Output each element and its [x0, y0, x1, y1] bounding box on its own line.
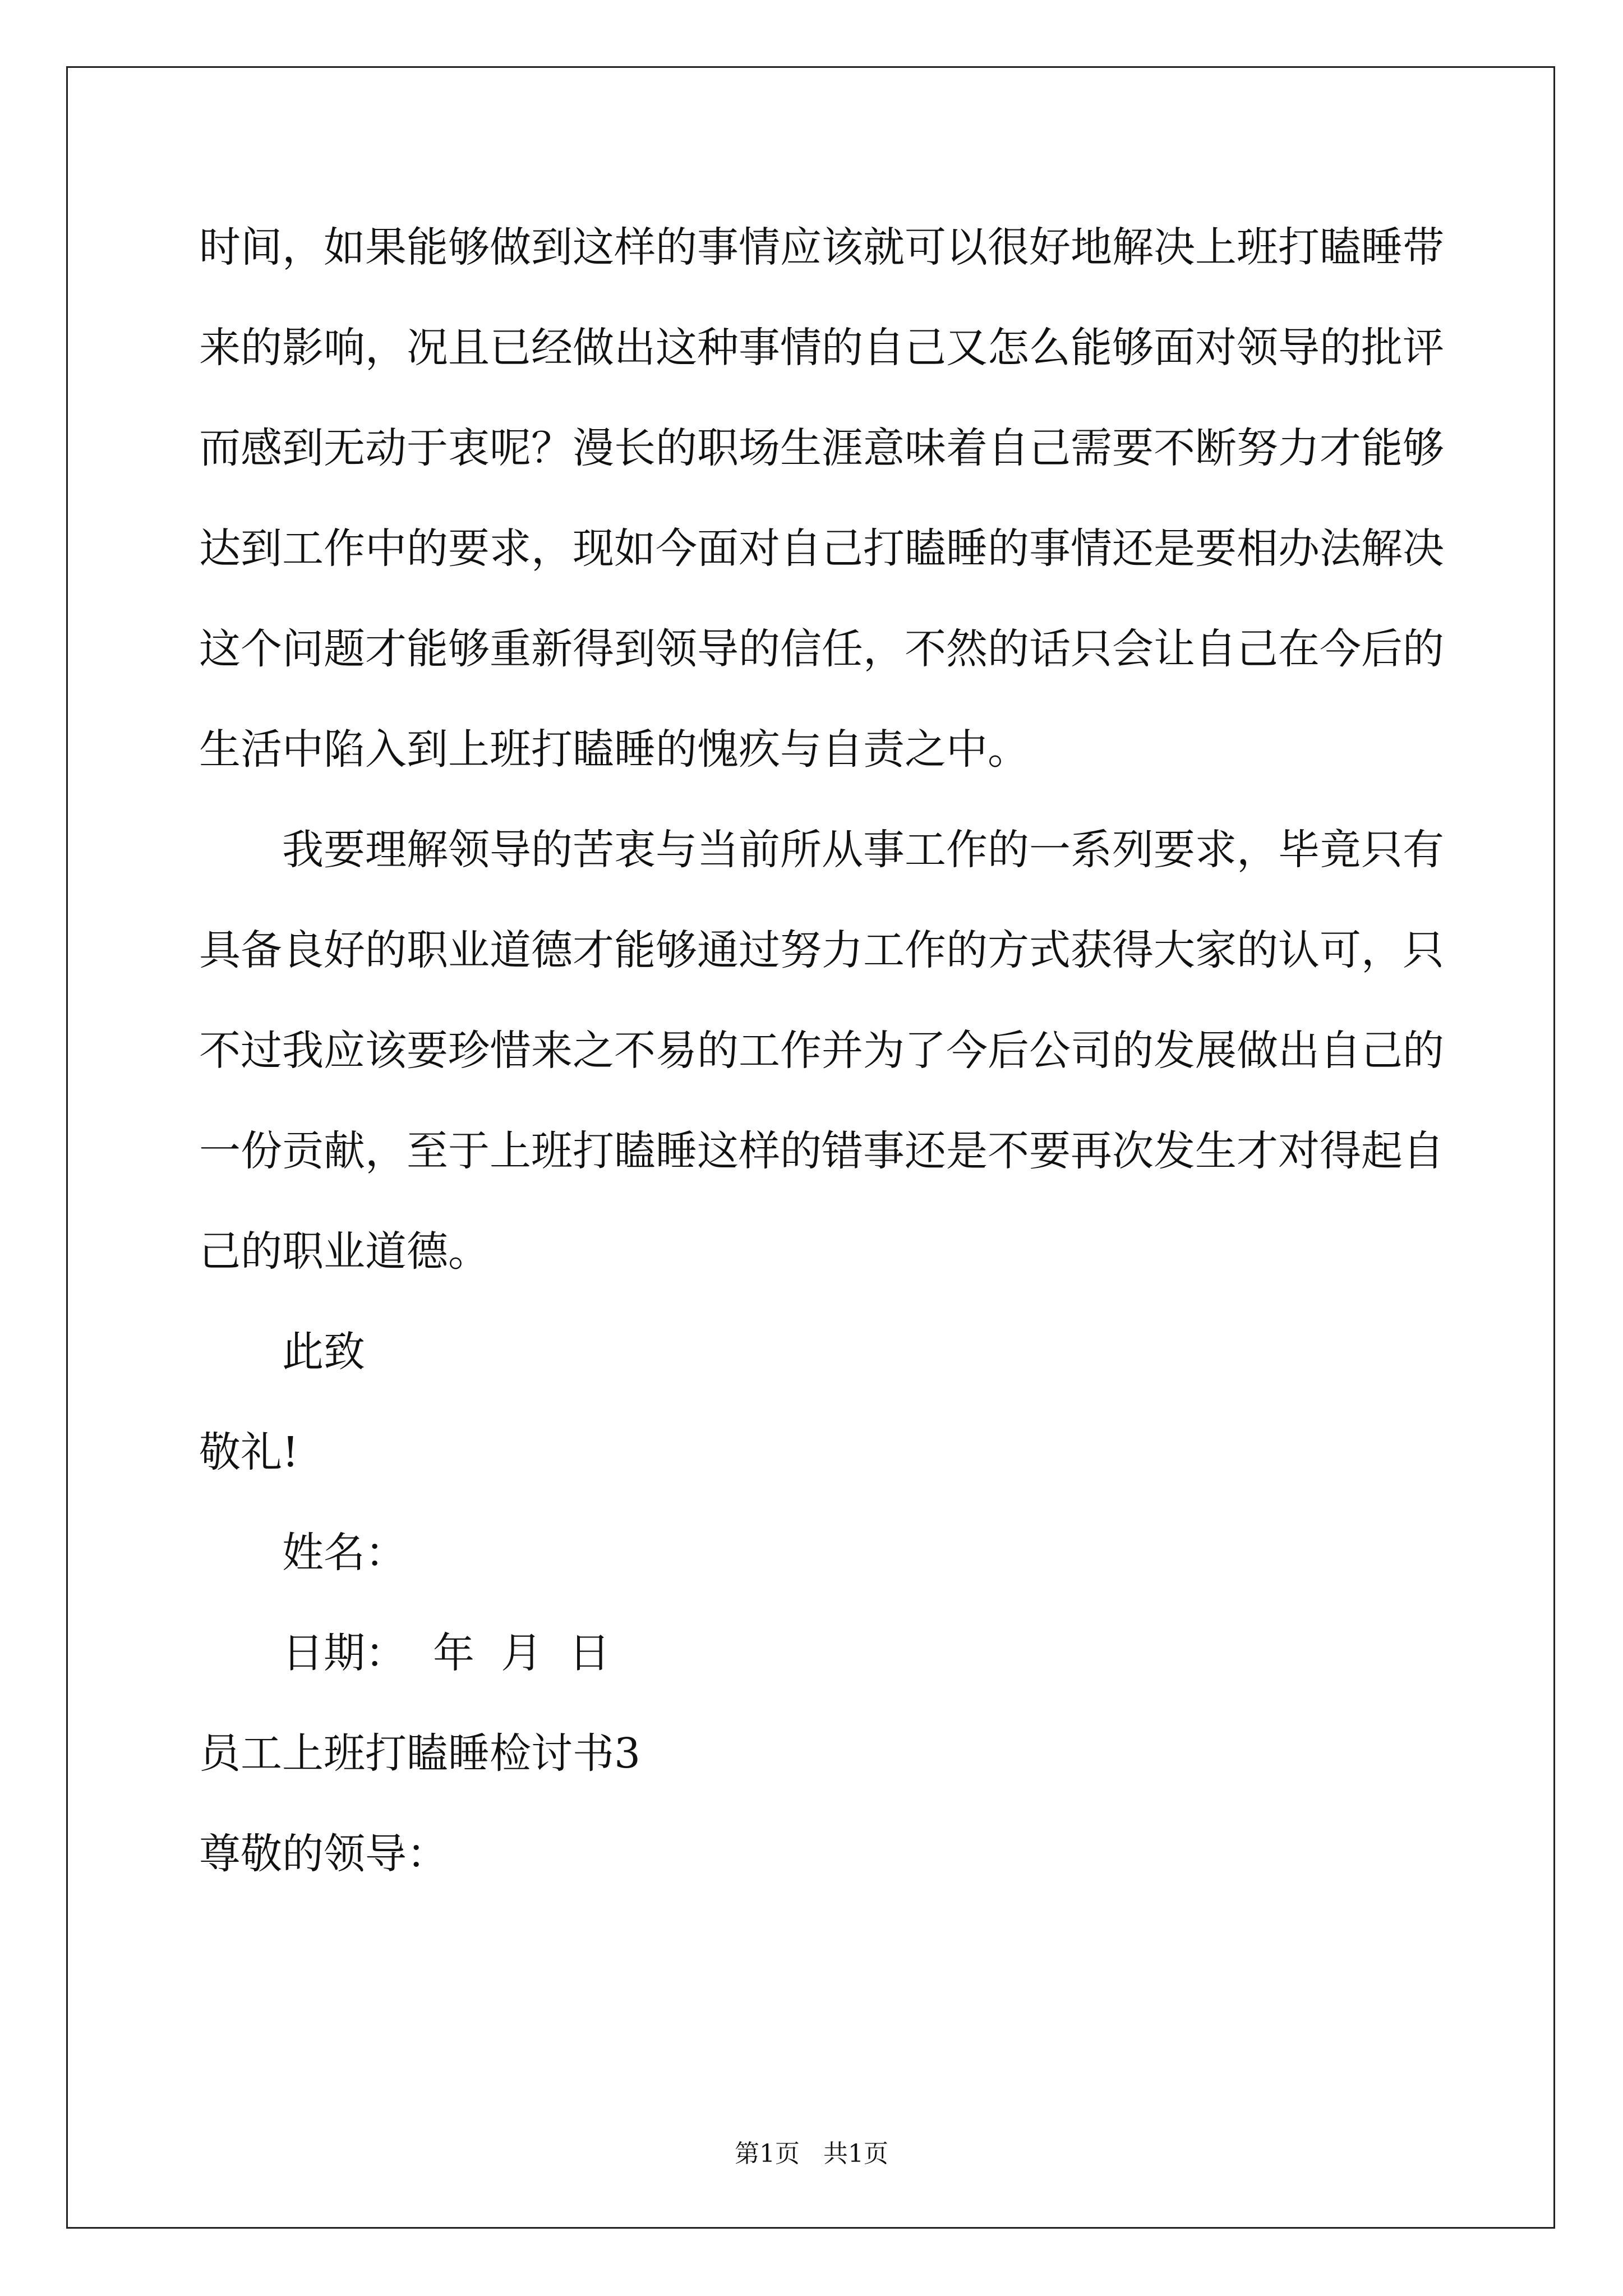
- paragraph-line: 一份贡献，至于上班打瞌睡这样的错事还是不要再次发生才对得起自: [199, 1127, 1444, 1175]
- paragraph-line: 时间，如果能够做到这样的事情应该就可以很好地解决上班打瞌睡带: [199, 223, 1444, 272]
- page-number: 第1页 共1页: [735, 2139, 888, 2168]
- paragraph-line: 不过我应该要珍惜来之不易的工作并为了今后公司的发展做出自己的: [199, 1027, 1444, 1075]
- paragraph-line: 达到工作中的要求，现如今面对自己打瞌睡的事情还是要相办法解决: [199, 524, 1444, 573]
- document-body: [199, 197, 1444, 1904]
- paragraph-line: 己的职业道德。: [199, 1227, 490, 1276]
- name-label: 姓名：: [282, 1529, 407, 1577]
- page-footer: [0, 2137, 1623, 2171]
- paragraph-line: 而感到无动于衷呢？漫长的职场生涯意味着自己需要不断努力才能够: [199, 424, 1444, 472]
- closing-cizhi: 此致: [282, 1328, 365, 1376]
- salutation: 尊敬的领导：: [199, 1830, 448, 1878]
- section-title: 员工上班打瞌睡检讨书3: [199, 1729, 641, 1778]
- paragraph-line: 我要理解领导的苦衷与当前所从事工作的一系列要求，毕竟只有: [282, 826, 1444, 874]
- paragraph-line: 具备良好的职业道德才能够通过努力工作的方式获得大家的认可，只: [199, 926, 1444, 974]
- paragraph-line: 生活中陷入到上班打瞌睡的愧疚与自责之中。: [199, 725, 1029, 774]
- paragraph-line: 这个问题才能够重新得到领导的信任，不然的话只会让自己在今后的: [199, 625, 1444, 673]
- closing-jingli: 敬礼!: [199, 1428, 299, 1476]
- date-label: 日期： 年 月 日: [282, 1629, 611, 1677]
- paragraph-line: 来的影响，况且已经做出这种事情的自己又怎么能够面对领导的批评: [199, 324, 1444, 372]
